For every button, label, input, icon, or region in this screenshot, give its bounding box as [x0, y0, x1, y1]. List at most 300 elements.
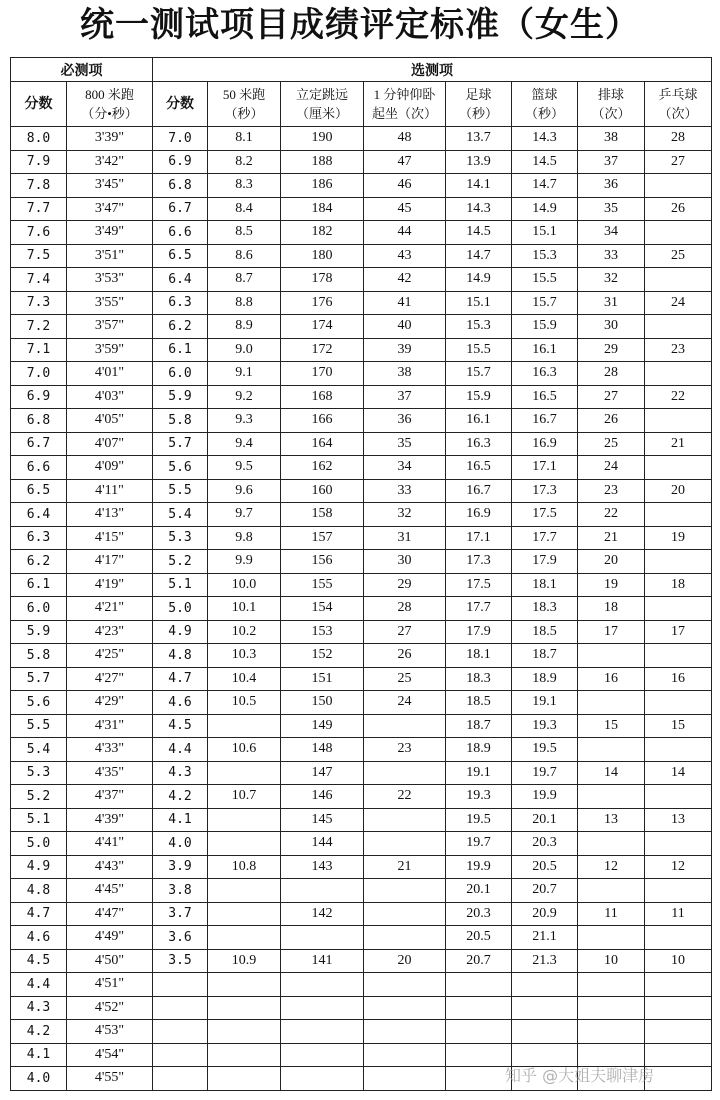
basketball-cell	[512, 973, 578, 997]
table-tennis-cell	[645, 268, 712, 292]
long-jump-cell: 172	[281, 338, 364, 362]
long-jump-cell: 166	[281, 409, 364, 433]
optional-score-cell	[153, 1067, 208, 1091]
long-jump-cell: 186	[281, 174, 364, 198]
optional-score-cell: 5.1	[153, 573, 208, 597]
run-800m-cell: 4'31"	[67, 714, 153, 738]
basketball-cell: 14.9	[512, 197, 578, 221]
optional-score-cell: 3.8	[153, 879, 208, 903]
situps-cell: 38	[364, 362, 446, 386]
run-800m-cell: 3'47"	[67, 197, 153, 221]
football-cell: 16.7	[446, 479, 512, 503]
table-body	[11, 127, 712, 1091]
table-row	[11, 127, 712, 151]
table-row	[11, 291, 712, 315]
volleyball-cell: 18	[578, 597, 645, 621]
basketball-cell: 17.9	[512, 550, 578, 574]
basketball-cell: 19.5	[512, 738, 578, 762]
volleyball-cell: 28	[578, 362, 645, 386]
run-50m-cell: 8.5	[208, 221, 281, 245]
long-jump-cell: 157	[281, 526, 364, 550]
required-score-cell: 7.5	[11, 244, 67, 268]
optional-score-cell: 6.4	[153, 268, 208, 292]
situps-cell: 20	[364, 949, 446, 973]
run-50m-cell	[208, 973, 281, 997]
basketball-cell: 20.3	[512, 832, 578, 856]
optional-score-cell: 4.6	[153, 691, 208, 715]
situps-cell: 46	[364, 174, 446, 198]
football-cell: 17.3	[446, 550, 512, 574]
basketball-cell: 17.7	[512, 526, 578, 550]
long-jump-cell: 182	[281, 221, 364, 245]
table-row	[11, 315, 712, 339]
table-row	[11, 597, 712, 621]
table-row	[11, 197, 712, 221]
optional-score-cell: 7.0	[153, 127, 208, 151]
situps-cell	[364, 832, 446, 856]
required-score-cell: 4.0	[11, 1067, 67, 1091]
optional-score-cell: 4.8	[153, 644, 208, 668]
basketball-cell: 20.9	[512, 902, 578, 926]
optional-score-cell: 5.6	[153, 456, 208, 480]
table-row	[11, 479, 712, 503]
optional-group-header: 选测项	[153, 58, 712, 82]
run-800m-cell: 4'21"	[67, 597, 153, 621]
long-jump-cell: 145	[281, 808, 364, 832]
basketball-cell: 21.1	[512, 926, 578, 950]
run-50m-cell: 9.5	[208, 456, 281, 480]
run-800m-cell: 3'53"	[67, 268, 153, 292]
table-row	[11, 573, 712, 597]
required-score-cell: 6.1	[11, 573, 67, 597]
situps-cell	[364, 808, 446, 832]
long-jump-cell: 154	[281, 597, 364, 621]
table-row	[11, 174, 712, 198]
run-50m-cell: 9.2	[208, 385, 281, 409]
table-tennis-cell: 10	[645, 949, 712, 973]
situps-cell: 26	[364, 644, 446, 668]
volleyball-cell: 38	[578, 127, 645, 151]
table-tennis-cell	[645, 879, 712, 903]
volleyball-cell	[578, 973, 645, 997]
required-score-cell: 7.0	[11, 362, 67, 386]
required-score-cell: 7.2	[11, 315, 67, 339]
run-800m-cell: 4'55"	[67, 1067, 153, 1091]
run-800m-cell: 4'01"	[67, 362, 153, 386]
situps-cell: 40	[364, 315, 446, 339]
required-score-cell: 6.5	[11, 479, 67, 503]
table-row	[11, 1020, 712, 1044]
header-line: 起坐（次）	[371, 106, 437, 121]
optional-score-cell: 4.1	[153, 808, 208, 832]
basketball-cell: 17.1	[512, 456, 578, 480]
run-50m-cell: 8.6	[208, 244, 281, 268]
table-tennis-cell	[645, 926, 712, 950]
situps-header	[364, 82, 446, 127]
basketball-cell: 16.7	[512, 409, 578, 433]
situps-cell	[364, 714, 446, 738]
situps-cell	[364, 1020, 446, 1044]
situps-cell	[364, 1067, 446, 1091]
situps-cell	[364, 902, 446, 926]
football-cell: 18.7	[446, 714, 512, 738]
run-800m-cell: 4'53"	[67, 1020, 153, 1044]
volleyball-cell: 12	[578, 855, 645, 879]
table-row	[11, 738, 712, 762]
football-cell: 20.3	[446, 902, 512, 926]
situps-cell: 32	[364, 503, 446, 527]
required-score-cell: 6.8	[11, 409, 67, 433]
volleyball-cell: 30	[578, 315, 645, 339]
table-tennis-cell	[645, 550, 712, 574]
run-800m-cell: 4'39"	[67, 808, 153, 832]
required-score-cell: 4.9	[11, 855, 67, 879]
header-line: 50 米跑	[222, 87, 266, 102]
basketball-cell: 16.1	[512, 338, 578, 362]
long-jump-cell: 190	[281, 127, 364, 151]
situps-cell	[364, 761, 446, 785]
football-cell: 14.1	[446, 174, 512, 198]
optional-score-cell: 6.7	[153, 197, 208, 221]
table-row	[11, 268, 712, 292]
run-50m-cell	[208, 1067, 281, 1091]
run-800m-cell: 4'15"	[67, 526, 153, 550]
run-800m-cell: 4'45"	[67, 879, 153, 903]
table-tennis-cell	[645, 691, 712, 715]
run-50m-cell: 9.8	[208, 526, 281, 550]
header-line: （秒）	[524, 106, 564, 121]
run-800m-cell: 4'17"	[67, 550, 153, 574]
optional-score-cell: 6.0	[153, 362, 208, 386]
football-cell: 14.3	[446, 197, 512, 221]
table-tennis-cell: 16	[645, 667, 712, 691]
volleyball-cell: 23	[578, 479, 645, 503]
table-row	[11, 808, 712, 832]
long-jump-cell: 170	[281, 362, 364, 386]
run-50m-cell: 8.3	[208, 174, 281, 198]
table-row	[11, 996, 712, 1020]
run-50m-cell: 8.7	[208, 268, 281, 292]
long-jump-cell	[281, 1020, 364, 1044]
basketball-cell: 14.7	[512, 174, 578, 198]
long-jump-cell: 162	[281, 456, 364, 480]
basketball-cell: 20.1	[512, 808, 578, 832]
volleyball-cell: 37	[578, 150, 645, 174]
football-cell: 18.5	[446, 691, 512, 715]
run-50m-cell: 10.9	[208, 949, 281, 973]
basketball-cell	[512, 996, 578, 1020]
long-jump-cell	[281, 926, 364, 950]
table-row	[11, 761, 712, 785]
basketball-cell: 15.5	[512, 268, 578, 292]
football-cell	[446, 973, 512, 997]
situps-cell: 27	[364, 620, 446, 644]
basketball-cell: 14.5	[512, 150, 578, 174]
run-50m-cell: 9.6	[208, 479, 281, 503]
volleyball-cell: 19	[578, 573, 645, 597]
run-800m-cell: 4'35"	[67, 761, 153, 785]
score-standard-table	[10, 57, 712, 1091]
required-score-cell: 5.5	[11, 714, 67, 738]
basketball-cell: 20.7	[512, 879, 578, 903]
run-800m-cell: 3'42"	[67, 150, 153, 174]
run-800m-cell: 4'54"	[67, 1043, 153, 1067]
required-score-cell: 6.4	[11, 503, 67, 527]
basketball-cell: 18.3	[512, 597, 578, 621]
table-tennis-cell	[645, 456, 712, 480]
volleyball-cell: 25	[578, 432, 645, 456]
table-row	[11, 385, 712, 409]
volleyball-cell: 35	[578, 197, 645, 221]
run-800m-header	[67, 82, 153, 127]
football-cell: 20.1	[446, 879, 512, 903]
optional-score-cell	[153, 1043, 208, 1067]
long-jump-cell: 188	[281, 150, 364, 174]
run-50m-cell: 10.6	[208, 738, 281, 762]
score-header-required	[11, 82, 67, 127]
table-tennis-cell	[645, 1067, 712, 1091]
required-score-cell: 4.5	[11, 949, 67, 973]
run-50m-cell	[208, 832, 281, 856]
volleyball-cell: 14	[578, 761, 645, 785]
table-row	[11, 832, 712, 856]
table-row	[11, 409, 712, 433]
basketball-cell: 15.1	[512, 221, 578, 245]
football-cell: 15.1	[446, 291, 512, 315]
basketball-cell: 14.3	[512, 127, 578, 151]
football-cell: 15.7	[446, 362, 512, 386]
volleyball-cell	[578, 996, 645, 1020]
table-tennis-cell	[645, 832, 712, 856]
table-tennis-cell: 18	[645, 573, 712, 597]
volleyball-cell	[578, 926, 645, 950]
run-800m-cell: 4'25"	[67, 644, 153, 668]
run-50m-cell	[208, 1043, 281, 1067]
situps-cell: 25	[364, 667, 446, 691]
basketball-cell: 19.1	[512, 691, 578, 715]
table-tennis-cell: 25	[645, 244, 712, 268]
table-row	[11, 785, 712, 809]
basketball-cell: 20.5	[512, 855, 578, 879]
run-50m-cell	[208, 761, 281, 785]
run-50m-cell: 9.4	[208, 432, 281, 456]
long-jump-cell: 146	[281, 785, 364, 809]
situps-cell: 35	[364, 432, 446, 456]
football-cell: 13.9	[446, 150, 512, 174]
long-jump-cell: 150	[281, 691, 364, 715]
situps-cell	[364, 879, 446, 903]
table-tennis-cell	[645, 174, 712, 198]
required-score-cell: 4.2	[11, 1020, 67, 1044]
basketball-cell: 16.3	[512, 362, 578, 386]
required-score-cell: 4.1	[11, 1043, 67, 1067]
optional-score-cell: 5.9	[153, 385, 208, 409]
situps-cell: 21	[364, 855, 446, 879]
required-group-header: 必测项	[11, 58, 153, 82]
football-cell: 17.5	[446, 573, 512, 597]
required-score-cell: 5.2	[11, 785, 67, 809]
run-50m-cell: 8.9	[208, 315, 281, 339]
table-row	[11, 432, 712, 456]
run-800m-cell: 4'50"	[67, 949, 153, 973]
situps-cell: 31	[364, 526, 446, 550]
football-cell	[446, 1043, 512, 1067]
optional-score-cell: 3.5	[153, 949, 208, 973]
table-tennis-cell: 22	[645, 385, 712, 409]
header-line: （分•秒）	[81, 106, 138, 121]
basketball-cell: 19.7	[512, 761, 578, 785]
table-tennis-cell: 26	[645, 197, 712, 221]
required-score-cell: 6.9	[11, 385, 67, 409]
table-tennis-cell: 19	[645, 526, 712, 550]
football-cell: 17.7	[446, 597, 512, 621]
run-50m-cell: 10.2	[208, 620, 281, 644]
table-row	[11, 338, 712, 362]
basketball-cell: 15.9	[512, 315, 578, 339]
run-50m-cell: 10.8	[208, 855, 281, 879]
volleyball-cell: 21	[578, 526, 645, 550]
required-score-cell: 4.4	[11, 973, 67, 997]
situps-cell	[364, 926, 446, 950]
basketball-cell: 17.5	[512, 503, 578, 527]
volleyball-cell: 16	[578, 667, 645, 691]
run-50m-cell: 10.7	[208, 785, 281, 809]
basketball-cell: 17.3	[512, 479, 578, 503]
basketball-cell: 16.5	[512, 385, 578, 409]
table-tennis-cell: 11	[645, 902, 712, 926]
table-tennis-cell	[645, 996, 712, 1020]
table-row	[11, 855, 712, 879]
table-row	[11, 620, 712, 644]
header-line: 800 米跑	[85, 87, 134, 102]
football-header	[446, 82, 512, 127]
run-50m-cell: 8.2	[208, 150, 281, 174]
volleyball-cell: 11	[578, 902, 645, 926]
header-line: （次）	[658, 106, 698, 121]
basketball-cell: 19.9	[512, 785, 578, 809]
run-50m-cell: 10.1	[208, 597, 281, 621]
optional-score-cell: 3.9	[153, 855, 208, 879]
long-jump-cell: 168	[281, 385, 364, 409]
situps-cell: 29	[364, 573, 446, 597]
required-score-cell: 6.2	[11, 550, 67, 574]
run-50m-cell	[208, 808, 281, 832]
header-line: 乒乓球	[658, 87, 698, 102]
volleyball-cell: 32	[578, 268, 645, 292]
run-50m-cell	[208, 926, 281, 950]
long-jump-cell: 153	[281, 620, 364, 644]
watermark: 知乎 @大姐夫聊津房	[505, 1066, 655, 1085]
table-row	[11, 503, 712, 527]
optional-score-cell: 6.1	[153, 338, 208, 362]
football-cell: 16.5	[446, 456, 512, 480]
table-tennis-cell	[645, 362, 712, 386]
long-jump-cell: 142	[281, 902, 364, 926]
football-cell: 20.5	[446, 926, 512, 950]
header-line: （次）	[591, 106, 631, 121]
basketball-cell: 18.5	[512, 620, 578, 644]
optional-score-cell	[153, 1020, 208, 1044]
required-score-cell: 5.9	[11, 620, 67, 644]
required-score-cell: 4.7	[11, 902, 67, 926]
run-50m-cell: 10.5	[208, 691, 281, 715]
optional-score-cell: 4.9	[153, 620, 208, 644]
volleyball-cell: 22	[578, 503, 645, 527]
table-row	[11, 714, 712, 738]
long-jump-cell: 148	[281, 738, 364, 762]
long-jump-cell	[281, 1067, 364, 1091]
situps-cell: 42	[364, 268, 446, 292]
table-tennis-cell: 20	[645, 479, 712, 503]
volleyball-cell	[578, 691, 645, 715]
optional-score-cell: 4.3	[153, 761, 208, 785]
table-row	[11, 667, 712, 691]
table-tennis-cell	[645, 597, 712, 621]
column-header-row	[11, 82, 712, 127]
volleyball-cell: 33	[578, 244, 645, 268]
football-cell: 18.1	[446, 644, 512, 668]
required-score-cell: 6.6	[11, 456, 67, 480]
table-tennis-cell: 28	[645, 127, 712, 151]
volleyball-cell	[578, 879, 645, 903]
long-jump-cell: 178	[281, 268, 364, 292]
football-cell: 14.9	[446, 268, 512, 292]
table-tennis-cell: 23	[645, 338, 712, 362]
long-jump-cell: 143	[281, 855, 364, 879]
long-jump-cell: 144	[281, 832, 364, 856]
situps-cell: 34	[364, 456, 446, 480]
optional-score-cell: 5.5	[153, 479, 208, 503]
situps-cell: 37	[364, 385, 446, 409]
football-cell: 18.9	[446, 738, 512, 762]
long-jump-cell: 184	[281, 197, 364, 221]
football-cell: 14.5	[446, 221, 512, 245]
situps-cell: 24	[364, 691, 446, 715]
football-cell: 20.7	[446, 949, 512, 973]
long-jump-cell: 156	[281, 550, 364, 574]
football-cell: 16.1	[446, 409, 512, 433]
situps-cell: 28	[364, 597, 446, 621]
volleyball-cell: 27	[578, 385, 645, 409]
football-cell	[446, 1067, 512, 1091]
volleyball-cell: 29	[578, 338, 645, 362]
long-jump-cell: 160	[281, 479, 364, 503]
volleyball-cell	[578, 832, 645, 856]
long-jump-cell: 149	[281, 714, 364, 738]
football-cell: 19.9	[446, 855, 512, 879]
situps-cell: 45	[364, 197, 446, 221]
table-tennis-cell: 17	[645, 620, 712, 644]
run-800m-cell: 4'41"	[67, 832, 153, 856]
table-tennis-cell	[645, 409, 712, 433]
long-jump-cell	[281, 879, 364, 903]
basketball-cell: 18.7	[512, 644, 578, 668]
optional-score-cell: 5.7	[153, 432, 208, 456]
optional-score-cell: 6.6	[153, 221, 208, 245]
required-score-cell: 8.0	[11, 127, 67, 151]
table-tennis-cell	[645, 973, 712, 997]
table-row	[11, 691, 712, 715]
header-line: （厘米）	[295, 106, 348, 121]
basketball-cell: 15.7	[512, 291, 578, 315]
situps-cell: 41	[364, 291, 446, 315]
required-score-cell: 5.0	[11, 832, 67, 856]
basketball-cell: 15.3	[512, 244, 578, 268]
football-cell: 19.7	[446, 832, 512, 856]
football-cell: 15.9	[446, 385, 512, 409]
situps-cell: 22	[364, 785, 446, 809]
required-score-cell: 7.6	[11, 221, 67, 245]
